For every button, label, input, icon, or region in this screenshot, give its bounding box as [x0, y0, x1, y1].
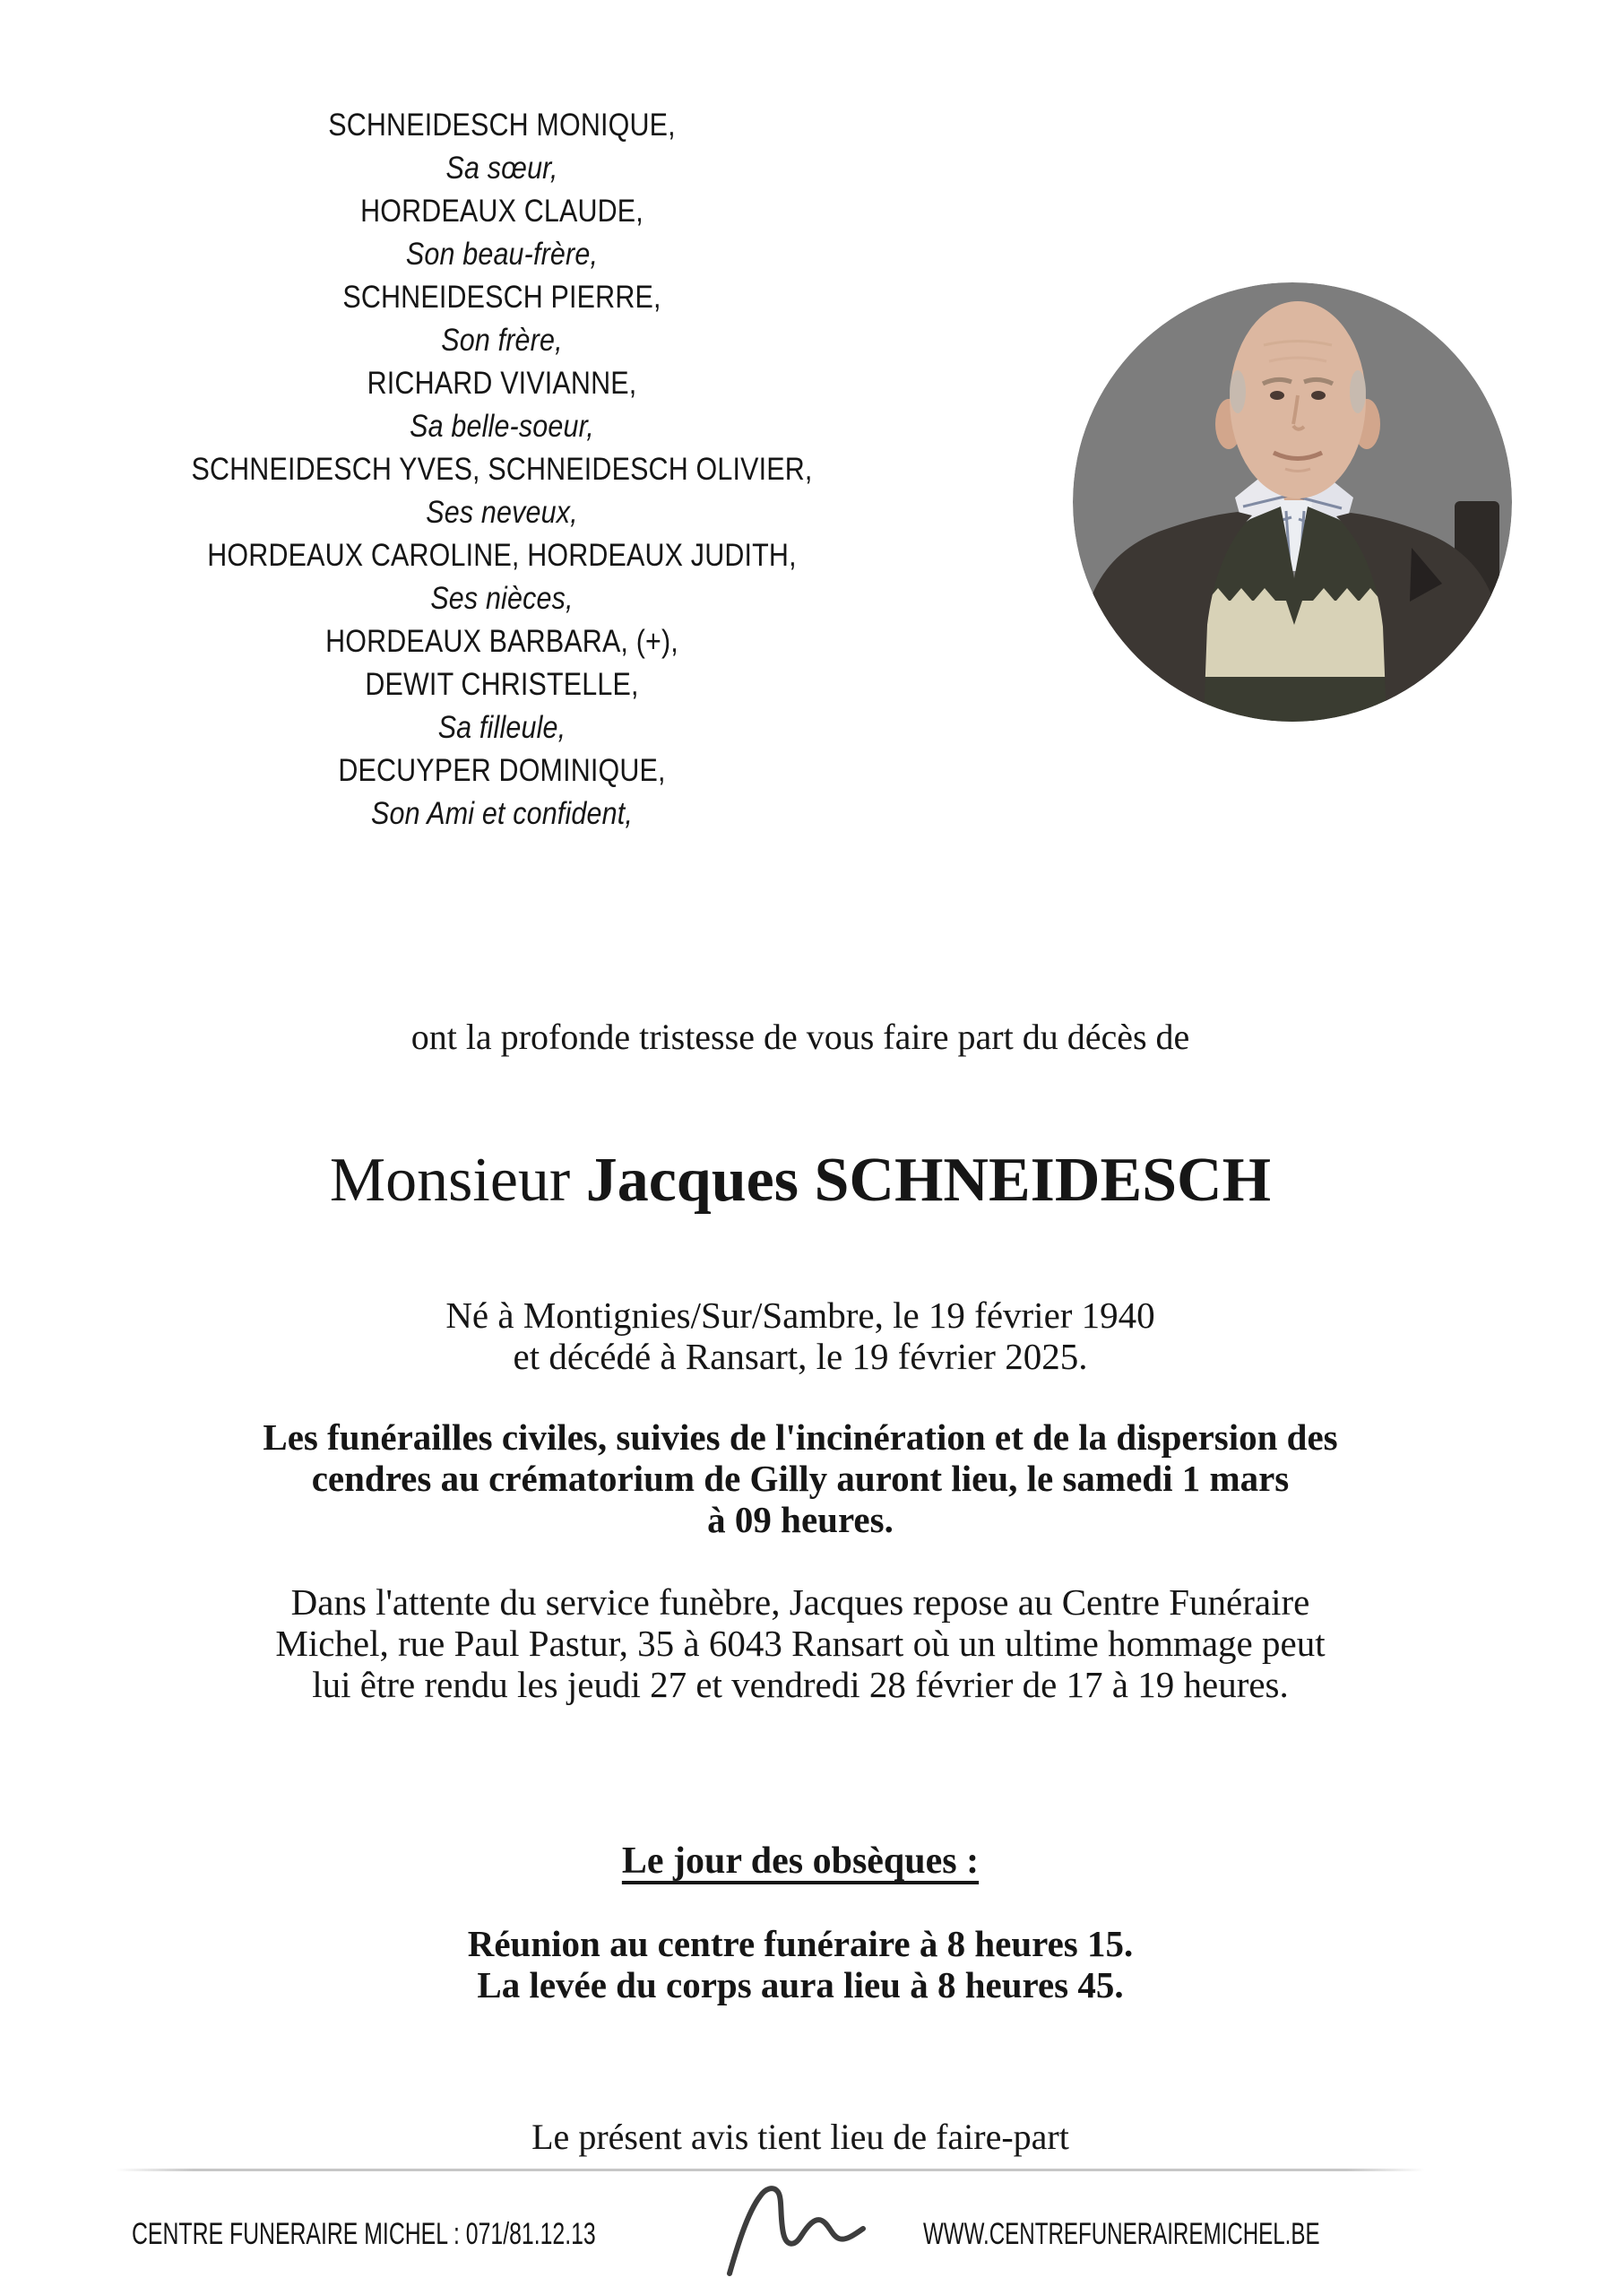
relation-line: Sa belle-soeur,: [410, 409, 594, 444]
repose-line: lui être rendu les jeudi 27 et vendredi 28 février de 17 à 19 heures.: [312, 1664, 1289, 1705]
deceased-full-name: Jacques SCHNEIDESCH: [585, 1146, 1272, 1215]
deceased-title: [0, 1140, 1612, 1221]
obsequies-schedule-line: Réunion au centre funéraire à 8 heures 15.: [467, 1923, 1134, 1964]
repose-line: Dans l'attente du service funèbre, Jacques repose au Centre Funéraire: [290, 1581, 1310, 1623]
family-name-line: DEWIT CHRISTELLE,: [365, 667, 639, 702]
funeral-notice-line: cendres au crématorium de Gilly auront lieu, le samedi 1 mars: [311, 1458, 1290, 1499]
deceased-title-prefix: Monsieur: [329, 1146, 571, 1215]
obsequies-schedule: [0, 1923, 1612, 2005]
funeral-notice-line: Les funérailles civiles, suivies de l'incinération et de la dispersion des: [263, 1416, 1338, 1458]
family-list: [65, 104, 938, 836]
funeral-home-website: WWW.CENTREFUNERAIREMICHEL.BE: [923, 2217, 1320, 2251]
family-name-line: DECUYPER DOMINIQUE,: [338, 753, 666, 788]
funeral-notice-line: à 09 heures.: [707, 1499, 894, 1540]
obsequies-heading: Le jour des obsèques :: [621, 1840, 980, 1882]
family-name-line: RICHARD VIVIANNE,: [367, 366, 637, 401]
family-name-line: SCHNEIDESCH PIERRE,: [342, 280, 661, 315]
family-name-line: HORDEAUX CAROLINE, HORDEAUX JUDITH,: [207, 538, 797, 573]
relation-line: Son frère,: [441, 323, 563, 358]
funeral-notice: [0, 1416, 1612, 1540]
relation-line: Son Ami et confident,: [371, 796, 633, 831]
birth-death-block: [0, 1295, 1612, 1377]
footer-divider: [115, 2169, 1425, 2171]
death-line: et décédé à Ransart, le 19 février 2025.: [513, 1336, 1088, 1377]
signature-squiggle-icon: [722, 2182, 877, 2279]
repose-paragraph: [0, 1581, 1612, 1705]
birth-line: Né à Montignies/Sur/Sambre, le 19 février 1940: [445, 1295, 1155, 1336]
closing-line: Le présent avis tient lieu de faire-part: [531, 2117, 1069, 2157]
relation-line: Sa filleule,: [437, 710, 566, 745]
relation-line: Ses nièces,: [430, 581, 574, 616]
portrait-photo: [1073, 282, 1512, 722]
family-name-line: HORDEAUX CLAUDE,: [360, 194, 644, 229]
portrait-photo-graphic: [1073, 282, 1512, 722]
family-name-line: SCHNEIDESCH YVES, SCHNEIDESCH OLIVIER,: [191, 452, 813, 487]
repose-line: Michel, rue Paul Pastur, 35 à 6043 Ransart où un ultime hommage peut: [275, 1623, 1326, 1664]
relation-line: Ses neveux,: [426, 495, 578, 530]
relation-line: Sa sœur,: [445, 151, 558, 186]
obsequies-schedule-line: La levée du corps aura lieu à 8 heures 45.: [477, 1964, 1124, 2005]
funeral-home-contact: CENTRE FUNERAIRE MICHEL : 071/81.12.13: [132, 2217, 596, 2251]
family-name-line: SCHNEIDESCH MONIQUE,: [328, 108, 676, 143]
relation-line: Son beau-frère,: [405, 237, 599, 272]
intro-line: ont la profonde tristesse de vous faire part du décès de: [410, 1017, 1190, 1057]
family-name-line: HORDEAUX BARBARA, (+),: [325, 624, 678, 659]
